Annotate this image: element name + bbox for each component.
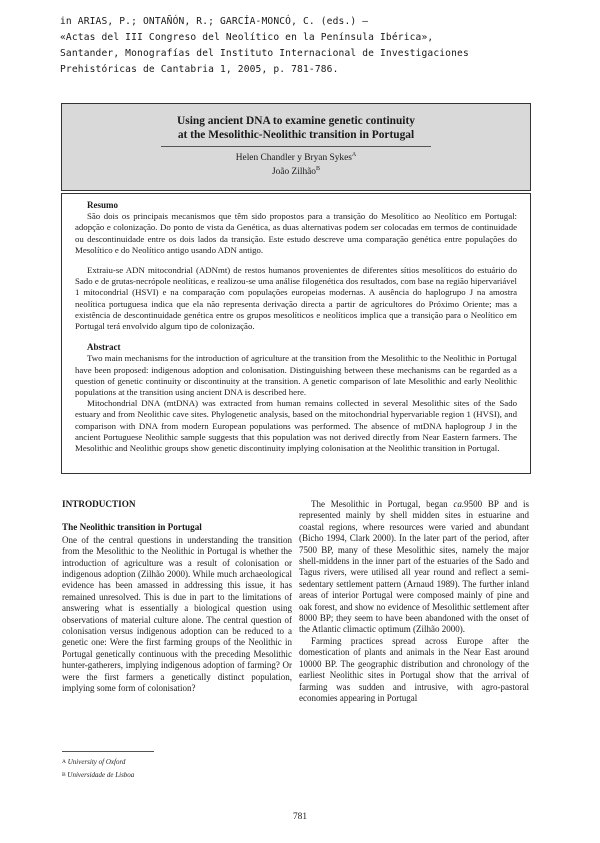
body-column-left xyxy=(62,499,292,695)
title-divider xyxy=(161,146,431,147)
resumo-paragraph-1: São dois os principais mecanismos que têm sido propostos para a transição do Mesolítico ao Neolítico em Portugal: adopção e colonização. Do ponto de vista da Genética, as duas alternativas podem ser colocadas em termos de continuidade ou descontinuidade entre os dois lados da transição. Este estudo descreve uma comparação genética entre populações do Mesolítico e do Neolítico antigo usando ADN antigo. xyxy=(75,211,517,255)
footnote-b xyxy=(62,769,134,782)
footnote-mark-b: B xyxy=(62,772,66,778)
citation-line-3: Santander, Monografías del Instituto Internacional de Investigaciones xyxy=(60,48,469,59)
footnote-a xyxy=(62,756,134,769)
paper-title-line-1: Using ancient DNA to examine genetic continuity xyxy=(177,115,415,127)
section-heading-introduction: INTRODUCTION xyxy=(62,499,136,509)
footnote-text-b: Universidade de Lisboa xyxy=(67,771,135,779)
authors-line-1 xyxy=(62,151,530,165)
abstract-paragraph-1: Two main mechanisms for the introduction of agriculture at the transition from the Mesolithic to the Neolithic in Portugal have been proposed: indigenous adoption and colonisation. Distinguishing between these mechanisms can be regarded as a question of genetic continuity or discontinuity at the transition. A genetic comparison of late Mesolithic and early Neolithic populations at the transition using ancient DNA is described here. xyxy=(75,353,517,398)
body-text-italic: ca. xyxy=(453,499,465,509)
body-paragraph: One of the central questions in understanding the transition from the Mesolithic to the Neolithic in Portugal is whether the introduction of agriculture was a result of colonisation or indigenous adoption (Zilhão 2000). While much archaeological evidence has been amassed in addressing this issue, it has remained unresolved. This is due in part to the limitations of answering what is essentially a biological question using observations of material culture alone. The central question of colonisation versus indigenous adoption can be reduced to a genetic one: Were the first farming groups of the Neolithic in Portugal genetically continuous with the preceding Mesolithic hunter-gatherers, implying indigenous adoption of farming? Or were the first farmers a genetically distinct population, implying some form of colonisation? xyxy=(62,534,292,694)
body-text-segment: 9500 BP and is represented mainly by shell midden sites in estuarine and coastal regions, where resources were varied and abundant (Bicho 1994, Clark 2000). In the later part of the period, after 7500 BP, many of these Mesolithic sites, namely the major shell-middens in the inner part of the estuaries of the Sado and Tagus rivers, were utilised all year round and reflect a semi-sedentary settlement pattern (Arnaud 1989). The further inland areas of interior Portugal were composed mainly of pine and oak forest, and show no evidence of Mesolithic settlement after 8000 BP; they seem to have been abandoned with the onset of the Atlantic climactic optimum (Zilhão 2000). xyxy=(299,499,530,635)
footnotes xyxy=(62,756,134,782)
authors-names-2: João Zilhão xyxy=(271,167,316,177)
body-text-segment: The Mesolithic in Portugal, began xyxy=(311,499,454,509)
footnote-mark-a: A xyxy=(62,759,66,765)
citation-line-1: in ARIAS, P.; ONTAÑÓN, R.; GARCÍA-MONCÓ, C. (eds.) — xyxy=(60,16,369,27)
authors-names-1: Helen Chandler y Bryan Sykes xyxy=(235,153,352,163)
citation-line-4: Prehistóricas de Cantabria 1, 2005, p. 781-786. xyxy=(60,64,339,75)
affiliation-mark-b: B xyxy=(316,166,321,172)
title-box xyxy=(61,103,531,191)
citation-header xyxy=(60,14,560,78)
body-column-right xyxy=(299,499,529,704)
body-paragraph: Farming practices spread across Europe after the domestication of plants and animals in the Near East around 10000 BP. The geographic distribution and chronology of the earliest Neolithic sites in Portugal show that the arrival of farming was sudden and intrusive, with agro-pastoral economies appearing in Portugal xyxy=(299,635,529,703)
affiliation-mark-a: A xyxy=(351,152,357,158)
resumo-paragraph-2: Extraiu-se ADN mitocondrial (ADNmt) de restos humanos provenientes de diferentes sítios mesolíticos do estuário do Sado e de grutas-necrópole neolíticas, e realizou-se uma análise filogenética dos resultados, com base na região hipervariável 1 mitocondrial (HSVI) e na comparação com populações europeias modernas. A ausência do haplogrupo J na amostra neolítica portuguesa indica que ela não representa derivação directa a partir de agricultores do Próximo Oriente; mas a existência de descontinuidade genética entre os grupos mesolíticos e neolíticos implica que a transição para o Neolítico em Portugal terá envolvido algum tipo de colonização. xyxy=(75,265,517,332)
page-number: 781 xyxy=(292,812,308,822)
paper-title-line-2: at the Mesolithic-Neolithic transition in Portugal xyxy=(177,129,415,141)
abstract-paragraph-2: Mitochondrial DNA (mtDNA) was extracted from human remains collected in several Mesolithic sites of the Sado estuary and from Neolithic cave sites. Phylogenetic analysis, based on the mitochondrial hypervariable region 1 (HVSI), and comparison with DNA from modern European populations was performed. The absence of mtDNA haplogroup J in the ancient Portuguese Neolithic sample suggests that this population was not derived directly from Near Eastern farmers. The Mesolithic and Neolithic groups show genetic discontinuity implying colonisation at the Neolithic transition in Portugal. xyxy=(75,398,517,454)
abstract-box xyxy=(61,193,531,474)
footnote-text-a: University of Oxford xyxy=(67,758,126,766)
footnote-divider xyxy=(62,751,154,752)
body-paragraph xyxy=(299,499,529,636)
abstract-heading: Abstract xyxy=(87,342,121,353)
authors-line-2 xyxy=(62,165,530,179)
subsection-heading: The Neolithic transition in Portugal xyxy=(62,522,202,533)
citation-line-2: «Actas del III Congreso del Neolítico en la Península Ibérica», xyxy=(60,32,434,43)
resumo-heading: Resumo xyxy=(87,200,118,210)
